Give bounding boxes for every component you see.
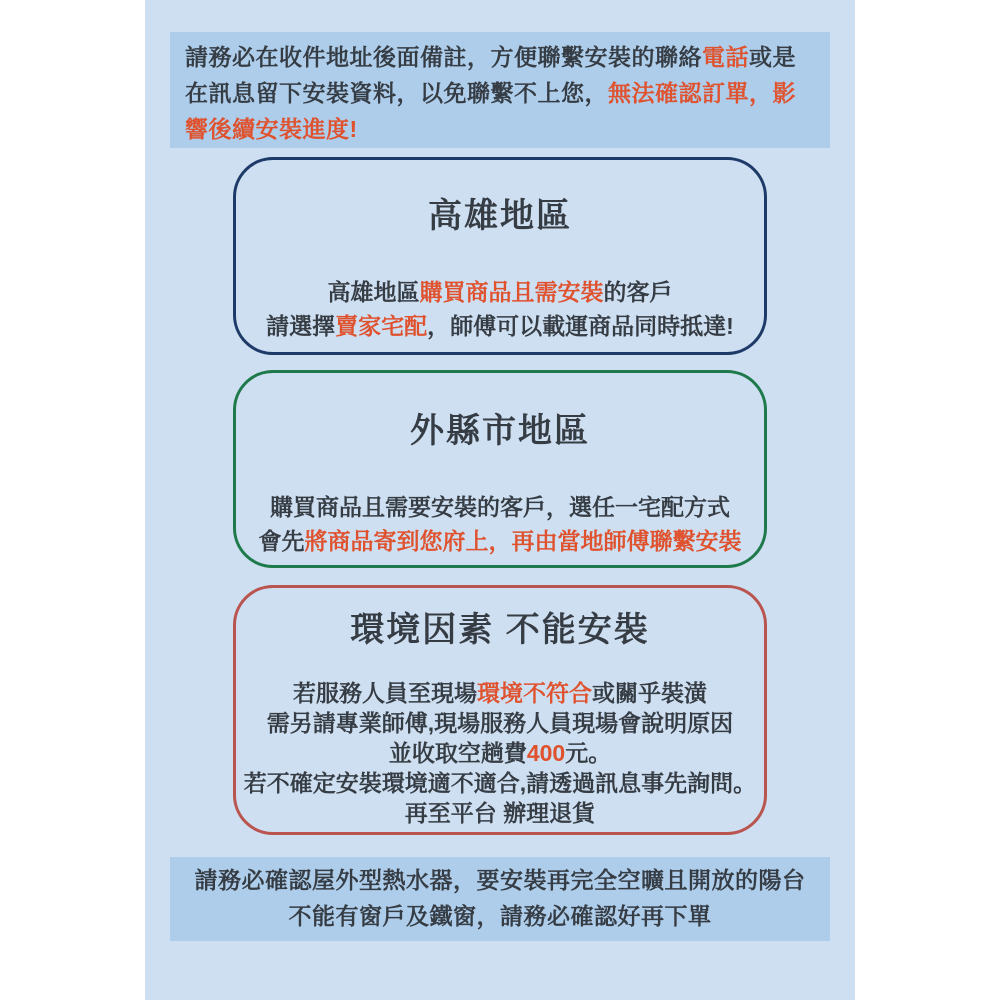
highlight-text: 環境不符合	[477, 680, 592, 706]
text-segment: 元。	[565, 740, 612, 766]
text-segment: 高雄地區	[327, 279, 420, 305]
highlight-text: 將商品寄到您府上，再由當地師傅聯繫安裝	[304, 528, 742, 554]
box-title-environment: 環境因素 不能安裝	[350, 611, 650, 649]
text-segment: 或是在訊息留下安裝資料，以免聯繫不上您，	[185, 44, 796, 106]
text-segment: 需另請專業師傅,現場服務人員現場會說明原因	[266, 710, 734, 736]
environment-restriction-box	[233, 585, 767, 835]
text-segment: 會先	[258, 528, 305, 554]
body-line	[236, 798, 764, 828]
bottom-notice-line: 請務必確認屋外型熱水器，要安裝再完全空曠且開放的陽台	[194, 867, 806, 893]
top-contact-notice-text	[185, 39, 815, 147]
text-segment: ，師傅可以載運商品同時抵達!	[427, 313, 734, 339]
bottom-notice-line: 不能有窗戶及鐵窗，請務必確認好再下單	[288, 903, 712, 929]
text-segment: 或關乎裝潢	[592, 680, 707, 706]
region-box-other-counties	[233, 370, 767, 568]
text-segment: 請務必在收件地址後面備註，方便聯繫安裝的聯絡	[185, 44, 702, 70]
box-body-other-counties	[236, 490, 764, 558]
body-line	[236, 708, 764, 738]
body-line	[236, 275, 764, 309]
highlight-text: 400	[526, 740, 566, 766]
highlight-text: 賣家宅配	[335, 313, 428, 339]
text-segment: 購買商品且需要安裝的客戶，選任一宅配方式	[270, 494, 730, 520]
body-line	[236, 490, 764, 524]
highlight-text: 電話	[702, 44, 749, 70]
box-title-kaohsiung: 高雄地區	[428, 197, 572, 235]
body-line	[236, 309, 764, 343]
highlight-text: 無法確認訂單，影響後續安裝進度!	[185, 80, 796, 142]
region-box-kaohsiung	[233, 157, 767, 355]
text-segment: 的客戶	[603, 279, 673, 305]
box-title-other-counties: 外縣市地區	[410, 412, 590, 450]
text-segment: 若不確定安裝環境適不適合,請透過訊息事先詢問。	[243, 770, 757, 796]
body-line	[236, 768, 764, 798]
body-line	[236, 678, 764, 708]
box-body-environment	[236, 678, 764, 828]
text-segment: 並收取空趟費	[388, 740, 527, 766]
bottom-outdoor-heater-notice	[170, 857, 830, 941]
text-segment: 再至平台 辦理退貨	[404, 800, 596, 826]
text-segment: 請選擇	[266, 313, 336, 339]
text-segment: 若服務人員至現場	[293, 680, 477, 706]
highlight-text: 購買商品且需安裝	[419, 279, 604, 305]
top-contact-notice	[170, 32, 830, 148]
body-line	[236, 524, 764, 558]
box-body-kaohsiung	[236, 275, 764, 343]
body-line	[236, 738, 764, 768]
